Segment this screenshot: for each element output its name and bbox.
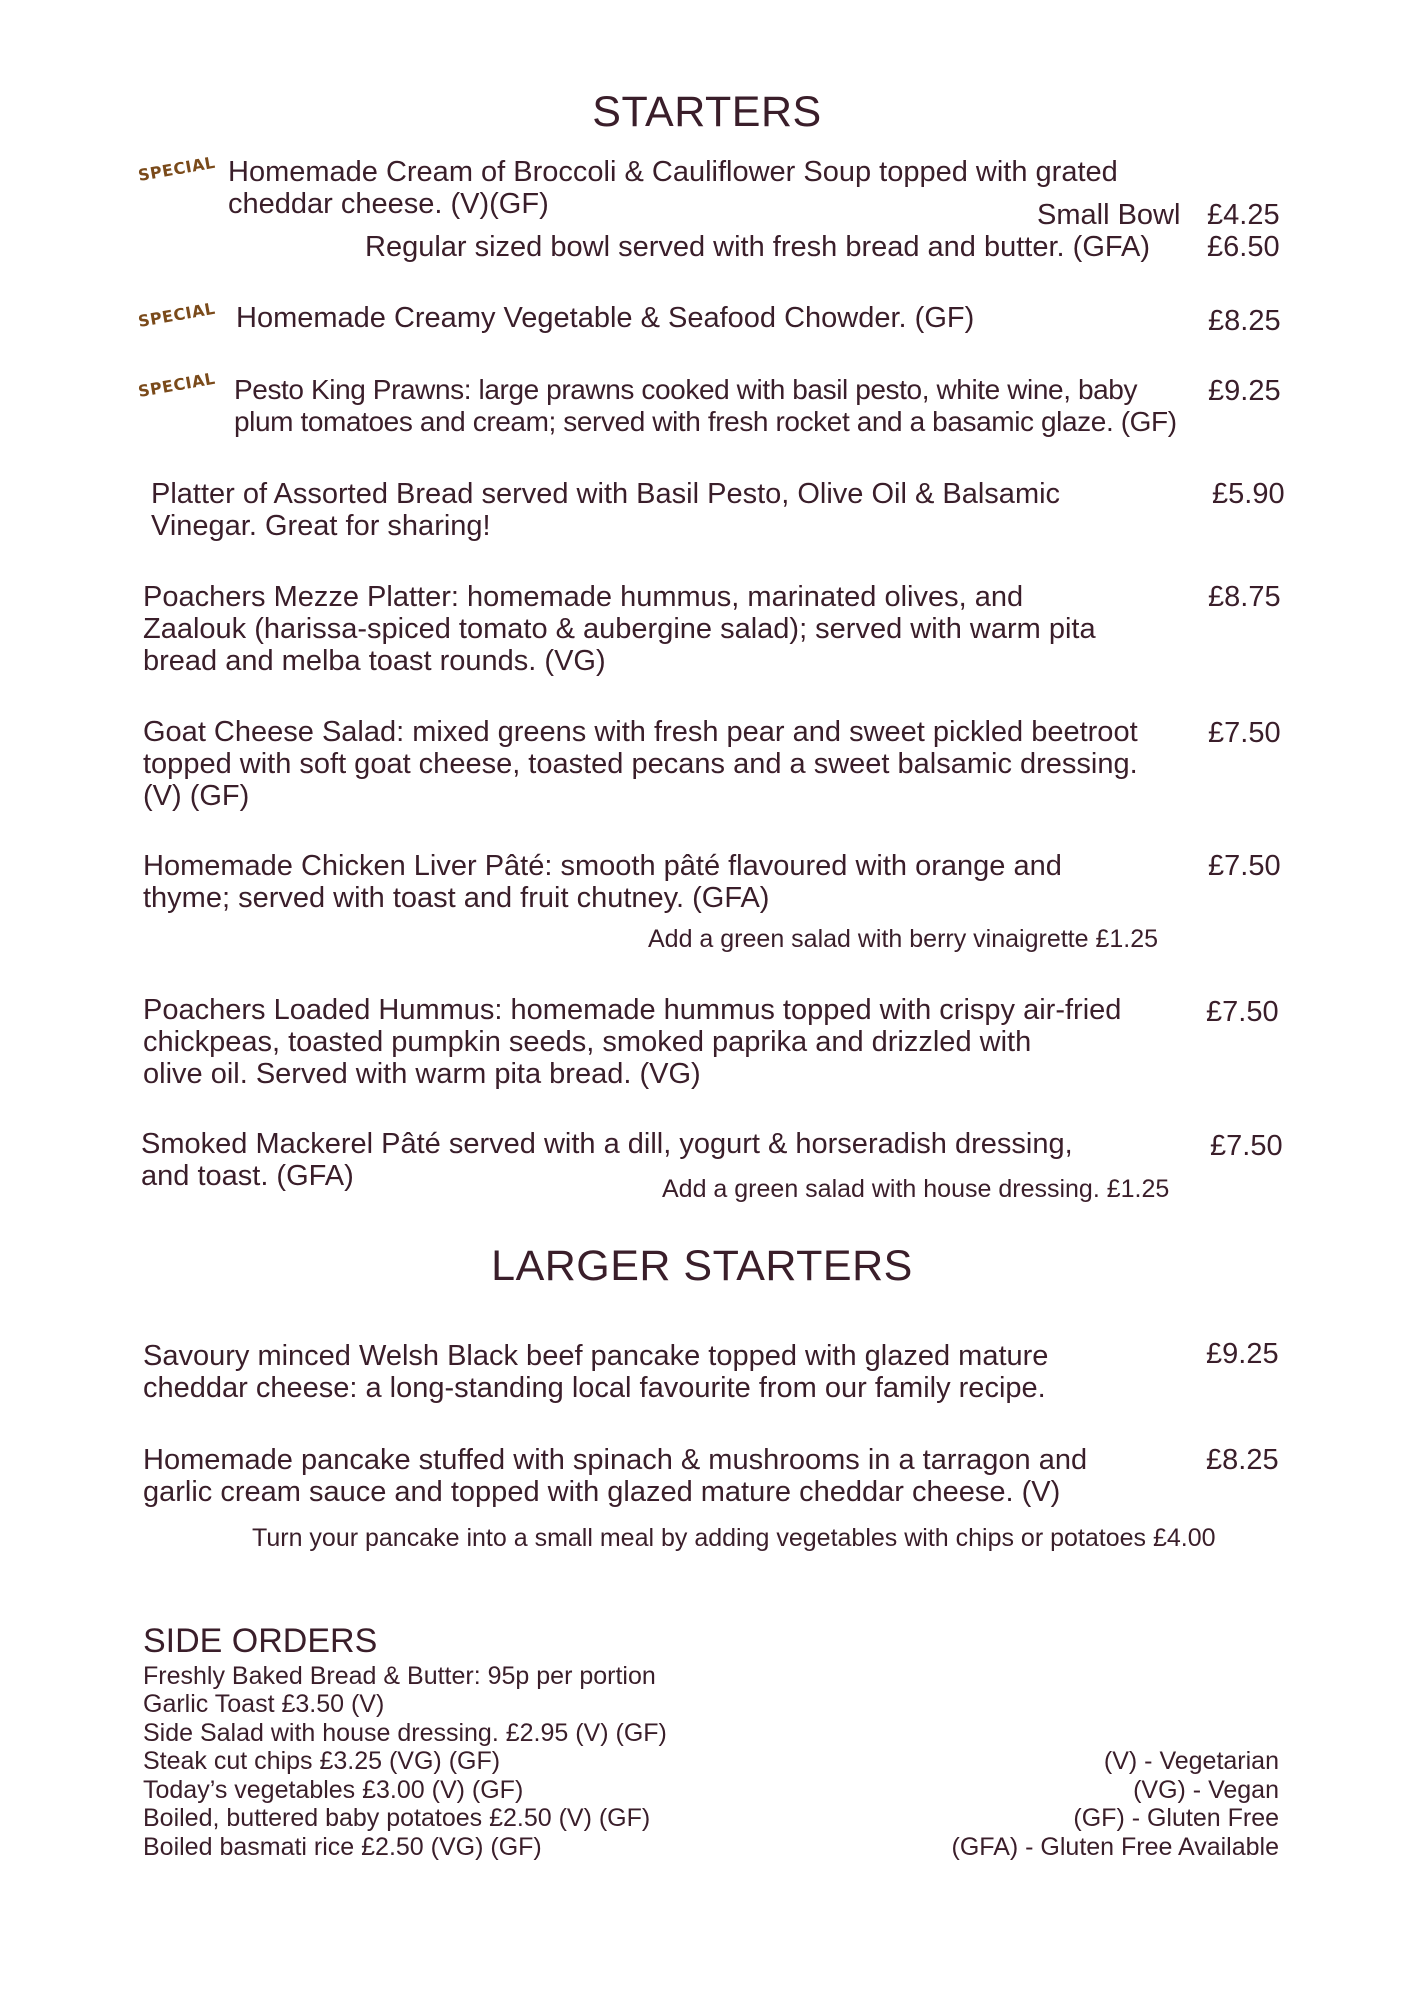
spinach-pancake-line-1: Homemade pancake stuffed with spinach & mushrooms in a tarragon and	[143, 1444, 1088, 1476]
soup-line-2: cheddar cheese. (V)(GF)	[228, 188, 549, 220]
mezze-line-3: bread and melba toast rounds. (VG)	[143, 645, 606, 677]
beef-pancake-line-1: Savoury minced Welsh Black beef pancake topped with glazed mature	[143, 1340, 1049, 1372]
mackerel-addon: Add a green salad with house dressing. £1.25	[662, 1175, 1170, 1203]
mezze-line-1: Poachers Mezze Platter: homemade hummus, marinated olives, and	[143, 581, 1024, 613]
side-item: Side Salad with house dressing. £2.95 (V) (GF)	[143, 1719, 667, 1747]
pate-addon: Add a green salad with berry vinaigrette £1.25	[648, 925, 1159, 953]
prawns-line-2: plum tomatoes and cream; served with fresh rocket and a basamic glaze. (GF)	[234, 406, 1177, 437]
chowder-line-1: Homemade Creamy Vegetable & Seafood Chowder. (GF)	[236, 302, 975, 334]
dietary-key-item: (GFA) - Gluten Free Available	[951, 1833, 1279, 1861]
side-item: Today’s vegetables £3.00 (V) (GF)	[143, 1776, 524, 1804]
special-badge-soup: SPECIAL	[136, 152, 217, 185]
mezze-price: £8.75	[1208, 581, 1281, 613]
mackerel-line-1: Smoked Mackerel Pâté served with a dill, yogurt & horseradish dressing,	[141, 1128, 1073, 1160]
spinach-pancake-line-2: garlic cream sauce and topped with glazed mature cheddar cheese. (V)	[143, 1476, 1061, 1508]
mackerel-line-2: and toast. (GFA)	[141, 1160, 354, 1192]
goat-line-1: Goat Cheese Salad: mixed greens with fresh pear and sweet pickled beetroot	[143, 716, 1138, 748]
mezze-line-2: Zaalouk (harissa-spiced tomato & aubergine salad); served with warm pita	[143, 613, 1096, 645]
goat-line-2: topped with soft goat cheese, toasted pecans and a sweet balsamic dressing.	[143, 748, 1138, 780]
prawns-price: £9.25	[1208, 375, 1281, 407]
side-item: Boiled, buttered baby potatoes £2.50 (V) (GF)	[143, 1804, 651, 1832]
dietary-key-item: (V) - Vegetarian	[1103, 1747, 1279, 1775]
hummus-line-1: Poachers Loaded Hummus: homemade hummus topped with crispy air-fried	[143, 994, 1122, 1026]
starters-heading: STARTERS	[592, 88, 822, 136]
side-orders-heading: SIDE ORDERS	[143, 1622, 378, 1660]
soup-small-price: £4.25	[1207, 199, 1280, 231]
beef-pancake-price: £9.25	[1206, 1338, 1279, 1370]
pate-price: £7.50	[1208, 850, 1281, 882]
dietary-key-item: (GF) - Gluten Free	[1073, 1804, 1279, 1832]
side-item: Steak cut chips £3.25 (VG) (GF)	[143, 1747, 501, 1775]
side-item: Garlic Toast £3.50 (V)	[143, 1690, 385, 1718]
soup-line-1: Homemade Cream of Broccoli & Cauliflower Soup topped with grated	[228, 156, 1118, 188]
goat-line-3: (V) (GF)	[143, 780, 250, 812]
bread-line-2: Vinegar. Great for sharing!	[151, 510, 491, 542]
goat-price: £7.50	[1208, 717, 1281, 749]
side-item: Freshly Baked Bread & Butter: 95p per portion	[143, 1662, 656, 1690]
special-badge-prawns: SPECIAL	[136, 368, 217, 401]
pate-line-1: Homemade Chicken Liver Pâté: smooth pâté flavoured with orange and	[143, 850, 1062, 882]
dietary-key-item: (VG) - Vegan	[1133, 1776, 1279, 1804]
prawns-line-1: Pesto King Prawns: large prawns cooked with basil pesto, white wine, baby	[234, 374, 1138, 405]
chowder-price: £8.25	[1208, 305, 1281, 337]
soup-small-label: Small Bowl	[1037, 199, 1181, 231]
soup-regular-price: £6.50	[1207, 231, 1280, 263]
side-item: Boiled basmati rice £2.50 (VG) (GF)	[143, 1833, 542, 1861]
soup-regular-label: Regular sized bowl served with fresh bread and butter. (GFA)	[365, 231, 1150, 263]
bread-price: £5.90	[1212, 478, 1285, 510]
beef-pancake-line-2: cheddar cheese: a long-standing local favourite from our family recipe.	[143, 1372, 1046, 1404]
hummus-line-2: chickpeas, toasted pumpkin seeds, smoked paprika and drizzled with	[143, 1026, 1032, 1058]
mackerel-price: £7.50	[1210, 1130, 1283, 1162]
hummus-line-3: olive oil. Served with warm pita bread. (VG)	[143, 1058, 701, 1090]
hummus-price: £7.50	[1206, 996, 1279, 1028]
special-badge-chowder: SPECIAL	[136, 298, 217, 331]
pate-line-2: thyme; served with toast and fruit chutney. (GFA)	[143, 882, 770, 914]
spinach-pancake-price: £8.25	[1206, 1444, 1279, 1476]
pancake-meal-note: Turn your pancake into a small meal by adding vegetables with chips or potatoes £4.00	[252, 1524, 1216, 1552]
larger-starters-heading: LARGER STARTERS	[491, 1242, 913, 1290]
bread-line-1: Platter of Assorted Bread served with Basil Pesto, Olive Oil & Balsamic	[151, 478, 1061, 510]
